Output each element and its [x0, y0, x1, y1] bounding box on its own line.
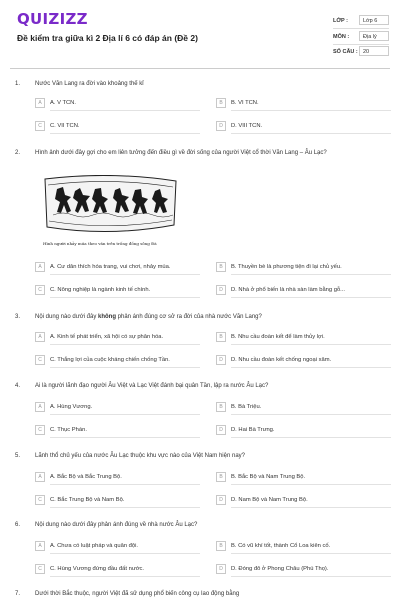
- option-underline: [231, 507, 391, 508]
- option-text: B. Bà Triệu.: [231, 404, 262, 410]
- option-text: A. Chưa có luật pháp và quân đội.: [50, 543, 138, 549]
- option-letter-box: D: [216, 425, 226, 435]
- quizizz-logo: QUIZIZZ: [17, 10, 88, 28]
- option-text: D. Nhu cầu đoàn kết chống ngoại xâm.: [231, 357, 332, 363]
- option-text: A. V TCN.: [50, 100, 76, 106]
- option-underline: [50, 437, 200, 438]
- option-underline: [231, 414, 391, 415]
- option-underline: [231, 274, 391, 275]
- option-underline: [231, 437, 391, 438]
- meta-class-value[interactable]: Lớp 6: [359, 15, 389, 25]
- meta-count-label: SỐ CÂU :: [333, 49, 358, 55]
- option-text: B. Bắc Bộ và Nam Trung Bộ.: [231, 474, 306, 480]
- option-letter-box: B: [216, 98, 226, 108]
- question-text-emphasis: không: [98, 314, 116, 320]
- option-letter-box: B: [216, 472, 226, 482]
- option-letter-box: C: [35, 285, 45, 295]
- option-text: C. Nông nghiệp là ngành kinh tế chính.: [50, 287, 151, 293]
- option-text: C. Thục Phán.: [50, 427, 87, 433]
- option-underline: [50, 576, 200, 577]
- question-text: [35, 314, 390, 320]
- option-underline: [50, 110, 200, 111]
- option-letter-box: C: [35, 121, 45, 131]
- option-letter-box: A: [35, 262, 45, 272]
- option-letter-box: A: [35, 98, 45, 108]
- question-text: Dưới thời Bắc thuộc, người Việt đã sử dụng phổ biến công cụ lao động bằng: [35, 591, 240, 597]
- option-underline: [50, 367, 200, 368]
- option-letter-box: B: [216, 402, 226, 412]
- question-number: 3.: [15, 314, 21, 320]
- question-number: 6.: [15, 522, 21, 528]
- option-letter-box: C: [35, 564, 45, 574]
- question-number: 2.: [15, 150, 21, 156]
- option-underline: [50, 133, 200, 134]
- question-text: Nội dung nào dưới đây phản ánh đúng về nhà nước Âu Lạc?: [35, 522, 198, 528]
- option-underline: [50, 484, 200, 485]
- option-text: A. Hùng Vương.: [50, 404, 93, 410]
- option-letter-box: B: [216, 541, 226, 551]
- header-divider: [10, 68, 390, 69]
- bronze-drum-engraving: [43, 175, 178, 239]
- option-letter-box: A: [35, 402, 45, 412]
- option-letter-box: A: [35, 332, 45, 342]
- option-underline: [231, 553, 391, 554]
- option-text: D. Nhà ở phổ biến là nhà sàn làm bằng gỗ...: [231, 287, 346, 293]
- question-number: 5.: [15, 453, 21, 459]
- figure-caption: Hình người nhảy múa theo văn trên trống đồng sông Đà: [43, 241, 157, 246]
- option-text: D. VIII TCN.: [231, 123, 263, 129]
- option-letter-box: C: [35, 355, 45, 365]
- option-letter-box: B: [216, 262, 226, 272]
- option-text: C. Hùng Vương đứng đầu đất nước.: [50, 566, 145, 572]
- option-text: D. Nam Bộ và Nam Trung Bộ.: [231, 497, 308, 503]
- worksheet-header: [0, 0, 400, 68]
- question-number: 4.: [15, 383, 21, 389]
- question-number: 1.: [15, 81, 21, 87]
- meta-class-label: LỚP :: [333, 18, 348, 24]
- option-underline: [50, 414, 200, 415]
- option-text: D. Hai Bà Trưng.: [231, 427, 275, 433]
- option-letter-box: D: [216, 121, 226, 131]
- option-text: D. Đóng đô ở Phong Châu (Phú Thọ).: [231, 566, 329, 572]
- option-underline: [231, 110, 391, 111]
- option-text: A. Bắc Bộ và Bắc Trung Bộ.: [50, 474, 122, 480]
- option-text: B. Nhu cầu đoàn kết để làm thủy lợi.: [231, 334, 325, 340]
- option-text: A. Kinh tế phát triển, xã hội có sự phân hóa.: [50, 334, 164, 340]
- option-letter-box: A: [35, 472, 45, 482]
- option-text: B. VI TCN.: [231, 100, 259, 106]
- meta-divider: [333, 28, 389, 29]
- meta-subject-label: MÔN :: [333, 34, 350, 40]
- meta-count-value[interactable]: 20: [359, 46, 389, 56]
- option-letter-box: D: [216, 564, 226, 574]
- option-letter-box: D: [216, 495, 226, 505]
- option-underline: [50, 297, 200, 298]
- option-text: B. Có vũ khí tốt, thành Cổ Loa kiên cố.: [231, 543, 331, 549]
- option-text: C. Thắng lợi của cuộc kháng chiến chống Tần.: [50, 357, 170, 363]
- option-letter-box: C: [35, 425, 45, 435]
- question-number: 7.: [15, 591, 21, 597]
- question-text-part: phản ánh đúng cơ sở ra đời của nhà nước Văn Lang?: [116, 314, 262, 320]
- option-underline: [231, 344, 391, 345]
- option-underline: [50, 344, 200, 345]
- option-text: B. Thuyền bè là phương tiện đi lại chủ yếu.: [231, 264, 342, 270]
- option-underline: [50, 553, 200, 554]
- option-underline: [50, 274, 200, 275]
- option-underline: [231, 576, 391, 577]
- option-letter-box: A: [35, 541, 45, 551]
- meta-subject-value[interactable]: Địa lý: [359, 31, 389, 41]
- option-text: A. Cư dân thích hóa trang, vui chơi, nhảy múa.: [50, 264, 171, 270]
- option-underline: [231, 484, 391, 485]
- question-text: Lãnh thổ chủ yếu của nước Âu Lạc thuộc khu vực nào của Việt Nam hiện nay?: [35, 453, 245, 459]
- option-letter-box: D: [216, 355, 226, 365]
- option-letter-box: D: [216, 285, 226, 295]
- question-text: Hình ảnh dưới đây gợi cho em liên tưởng đến điều gì về đời sống của người Việt cổ thời Văn Lang – Âu Lạc?: [35, 150, 327, 156]
- option-text: C. VII TCN.: [50, 123, 80, 129]
- question-text-part: Nội dung nào dưới đây: [35, 314, 98, 320]
- meta-divider: [333, 44, 389, 45]
- option-underline: [231, 367, 391, 368]
- question-text: Ai là người lãnh đạo người Âu Việt và Lạc Việt đánh bại quân Tần, lập ra nước Âu Lạc?: [35, 383, 269, 389]
- option-underline: [231, 297, 391, 298]
- question-text: Nước Văn Lang ra đời vào khoảng thế kỉ: [35, 81, 144, 87]
- option-letter-box: C: [35, 495, 45, 505]
- option-underline: [231, 133, 391, 134]
- option-underline: [50, 507, 200, 508]
- worksheet-title: Đề kiểm tra giữa kì 2 Địa lí 6 có đáp án (Đề 2): [17, 33, 198, 43]
- option-letter-box: B: [216, 332, 226, 342]
- bronze-drum-dancers-image: [43, 175, 178, 247]
- option-text: C. Bắc Trung Bộ và Nam Bộ.: [50, 497, 125, 503]
